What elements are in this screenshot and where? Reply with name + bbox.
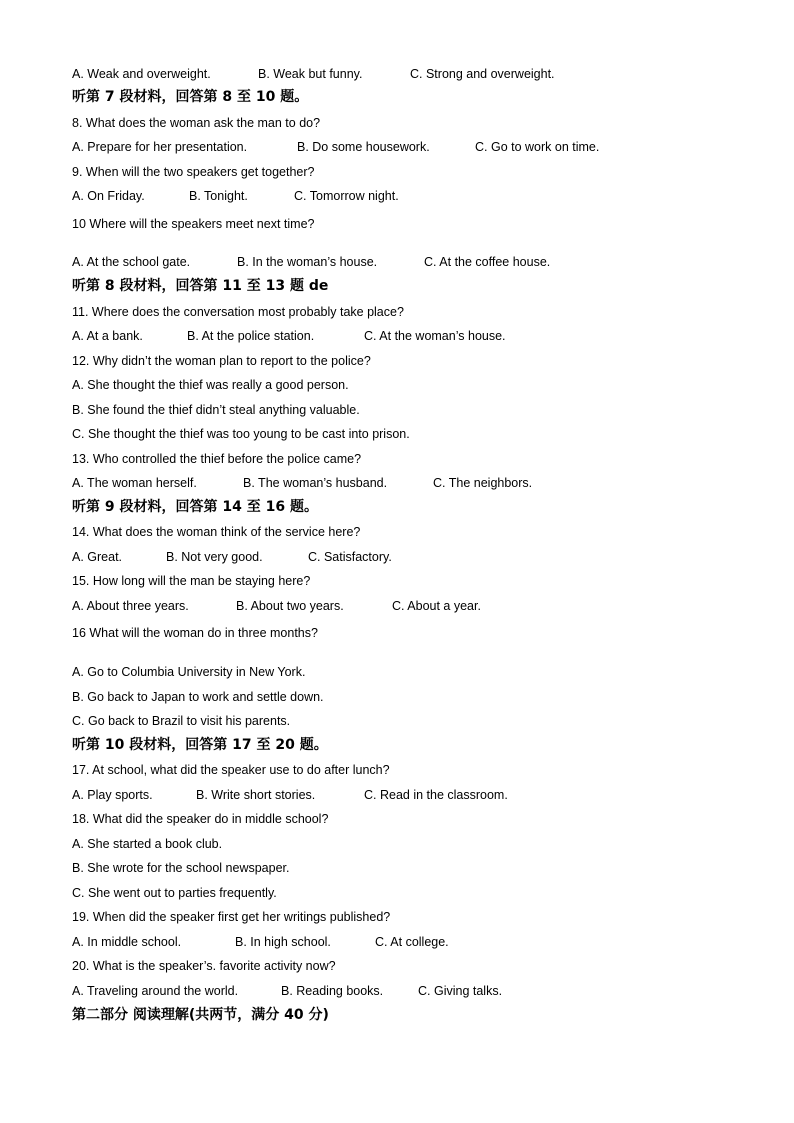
option-c: C. At the woman’s house. [364, 329, 506, 343]
option-c: C. Tomorrow night. [294, 189, 399, 203]
option-b: B. Write short stories. [196, 788, 316, 802]
option-c: C. The neighbors. [433, 476, 533, 490]
question-20: 20. What is the speaker’s. favorite activity now? [72, 959, 336, 973]
question-10: 10 Where will the speakers meet next time? [72, 217, 315, 231]
section-heading-10: 听第 10 段材料，回答第 17 至 20 题。 [72, 737, 328, 753]
option-a: A. Play sports. [72, 788, 153, 802]
option-a: A. The woman herself. [72, 476, 197, 490]
option-c: C. She thought the thief was too young to be cast into prison. [72, 427, 410, 441]
option-c: C. Giving talks. [418, 984, 503, 998]
option-c: C. She went out to parties frequently. [72, 886, 277, 900]
question-12: 12. Why didn’t the woman plan to report to the police? [72, 354, 371, 368]
option-a: A. At the school gate. [72, 255, 191, 269]
question-14: 14. What does the woman think of the service here? [72, 525, 361, 539]
option-a: A. She started a book club. [72, 837, 223, 851]
question-11: 11. Where does the conversation most probably take place? [72, 305, 404, 319]
option-a: A. Go to Columbia University in New York. [72, 665, 306, 679]
option-a: A. On Friday. [72, 189, 145, 203]
option-b: B. She found the thief didn’t steal anything valuable. [72, 403, 360, 417]
option-a: A. Weak and overweight. [72, 67, 211, 81]
option-a: A. Great. [72, 550, 123, 564]
question-9: 9. When will the two speakers get together? [72, 165, 315, 179]
option-c: C. Go to work on time. [475, 140, 600, 154]
option-b: B. At the police station. [187, 329, 315, 343]
option-b: B. Not very good. [166, 550, 263, 564]
option-c: C. Strong and overweight. [410, 67, 555, 81]
option-c: C. At the coffee house. [424, 255, 551, 269]
question-8: 8. What does the woman ask the man to do? [72, 116, 321, 130]
part-two-heading: 第二部分 阅读理解(共两节，满分 40 分) [72, 1007, 329, 1023]
question-18: 18. What did the speaker do in middle school? [72, 812, 329, 826]
section-heading-7: 听第 7 段材料，回答第 8 至 10 题。 [72, 89, 309, 105]
question-17: 17. At school, what did the speaker use to do after lunch? [72, 763, 390, 777]
option-a: A. About three years. [72, 599, 189, 613]
option-a: A. At a bank. [72, 329, 143, 343]
option-c: C. Read in the classroom. [364, 788, 508, 802]
option-b: B. The woman’s husband. [243, 476, 388, 490]
option-b: B. Tonight. [189, 189, 248, 203]
option-c: C. Go back to Brazil to visit his parents. [72, 714, 291, 728]
question-15: 15. How long will the man be staying here? [72, 574, 311, 588]
option-b: B. In high school. [235, 935, 331, 949]
option-a: A. Prepare for her presentation. [72, 140, 248, 154]
option-b: B. She wrote for the school newspaper. [72, 861, 290, 875]
option-b: B. Go back to Japan to work and settle down. [72, 690, 324, 704]
question-16: 16 What will the woman do in three months? [72, 626, 318, 640]
option-a: A. Traveling around the world. [72, 984, 239, 998]
option-b: B. Reading books. [281, 984, 384, 998]
option-c: C. At college. [375, 935, 449, 949]
question-19: 19. When did the speaker first get her writings published? [72, 910, 391, 924]
question-13: 13. Who controlled the thief before the police came? [72, 452, 362, 466]
option-b: B. About two years. [236, 599, 344, 613]
option-a: A. In middle school. [72, 935, 182, 949]
option-c: C. About a year. [392, 599, 481, 613]
section-heading-8: 听第 8 段材料，回答第 11 至 13 题 de [72, 278, 329, 294]
option-b: B. In the woman’s house. [237, 255, 378, 269]
option-b: B. Weak but funny. [258, 67, 363, 81]
option-a: A. She thought the thief was really a good person. [72, 378, 349, 392]
section-heading-9: 听第 9 段材料，回答第 14 至 16 题。 [72, 499, 318, 515]
option-b: B. Do some housework. [297, 140, 430, 154]
option-c: C. Satisfactory. [308, 550, 392, 564]
